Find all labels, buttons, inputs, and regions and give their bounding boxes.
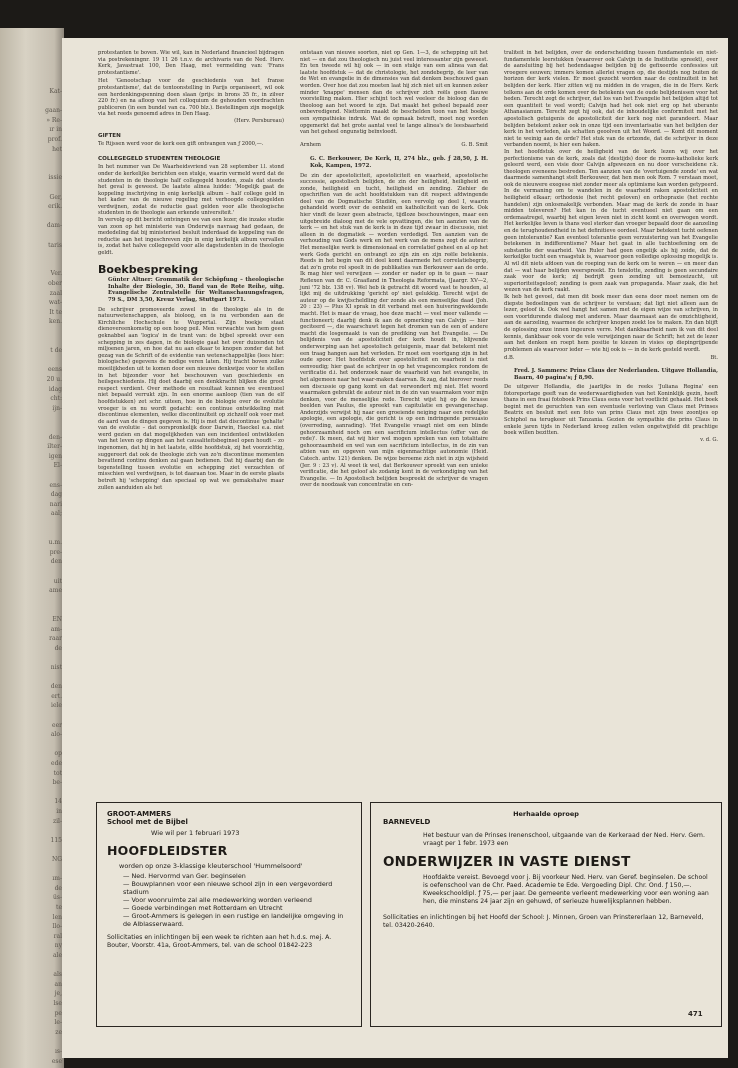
spine-text-fragment: ede: [51, 760, 62, 767]
signature-row: [300, 142, 488, 149]
spine-text-fragment: pre-: [49, 548, 62, 556]
ad-intro: Het bestuur van de Prinses Irenenschool, uitgaande van de Kerkeraad der Ned. Herv. Gem. vraagt per 1 febr. 1973 een: [423, 832, 705, 847]
spine-text-fragment: ıs-: [54, 1048, 62, 1055]
spine-text-fragment: als: [53, 971, 62, 979]
spine-text-fragment: te: [56, 904, 62, 911]
spine-text-fragment: 115: [50, 836, 62, 844]
spine-text-fragment: de: [54, 884, 62, 892]
spine-text-fragment: nari: [49, 500, 62, 508]
spine-text-fragment: le-: [54, 1019, 62, 1027]
spine-text-fragment: ens-: [49, 481, 62, 489]
ad-footer: Sollicitaties en inlichtingen bij een week te richten aan het h.d.s. mej. A. Bouter, Voorstr. 41a, Groot-Ammers, tel. van de school 01842-223: [107, 934, 332, 949]
ad-footer: Sollicitaties en inlichtingen bij het Hoofd der School: J. Minnen, Groen van Prinstererlaan 12, Barneveld, tel. 03420-2640.: [383, 914, 704, 929]
review-heading: Günter Altner: Grommatik der Schöpfung – theologische Inhalte der Biologie, 30. Band van de Rote Reihe, uitg. Evangelische Zentralstelle für Weltanschauungsfragen, 79 S., DM 3,50, Kreuz Verlag, Stuttgart 1971.: [108, 277, 284, 303]
article-text: traliteit in het belijden, over de onderscheiding tussen fundamentele en niet-fundamentele leerstukken (waarover ook Calvijn in de Institutie spreekt), over de aansluiting bij het hedendaagse belijden bij de gefixeerde confessies uit vroegere eeuwen; immers komen allerlei vragen op, die destijds nog buiten de horizon der kerk vielen. Er moet gezocht worden naar de continuïteit in het belijden der kerk. Hier zitten wij nu midden in de vragen, die in de Herv. Kerk telkens aan de orde komen over de betekenis van de oude belijdenissen voor het heden. Terecht zegt de schrijver, dat los van het Evangelie het belijden altijd tot een quantiteit te veel wordt; Calvijn had het ook niet erg op het uberante Athanasianum. Terecht zegt hij ook, dat de inhoudelijke conformiteit met het apostolisch getuigenis de apostoliciteit der kerk nog niet garandeert. Maar belijden betekent zeker ook in onze tijd een inventarisatie van het belijden der kerk in het verleden, als schatten geoolven uit het Woord. — Komt dit moment niet te weinig aan de orde? Het stuk van de ertzonde, dat de schrijver in deze verbanden noemt, is hier een haken.: [504, 50, 718, 149]
spine-text-fragment: op: [54, 750, 62, 758]
signature: Bt.: [710, 355, 718, 362]
spine-text-fragment: de: [54, 644, 62, 652]
spine-text-fragment: den: [50, 683, 62, 691]
section-heading: GIFTEN: [98, 132, 121, 139]
spine-text-fragment: den-: [48, 433, 62, 441]
spine-text-fragment: It te: [49, 308, 62, 316]
spine-text-fragment: igen: [48, 452, 62, 460]
spine-text-fragment: iele: [51, 702, 62, 710]
spine-text-fragment: het: [52, 145, 62, 153]
signature: d.B.: [504, 355, 515, 362]
spine-text-fragment: aal;: [50, 510, 62, 518]
spine-text-fragment: wat-: [48, 299, 62, 307]
spine-text-fragment: t de: [50, 347, 62, 355]
ad-org: GROOT-AMMERS: [107, 810, 172, 818]
spine-text-fragment: NG: [51, 856, 62, 863]
spine-text-fragment: cht:: [50, 395, 62, 403]
spine-text-fragment: idag: [48, 385, 62, 393]
spine-text-fragment: Kat-: [49, 88, 62, 95]
article-text: De schrijver promoveerde zowel in de theologie als in de natuurwetenschappen, als bioloog, en is nu verbonden aan de Kirchliche Hochschule te Wuppertal. Zijn boekje staat dienovereenkomstig op een hoog peil. Men verwachte van hem geen geknabbel aan 'logica' in de trant van: de bijbel spreekt over een schepping in zes dagen, in de biologie gaat het over duizenden tot miljoenen jaren, en hoe dat nu aan elkaar te knopen zonder dat het gezag van de Schrift of de evidentie van wetenschappelijke (lees hier: biologische) gegevens de nodige veren laten. Hij tracht boven zulke moeilijkheden uit te komen door een nieuwe denkwijze voor te stellen in het bijzonder voor het beschouwen van geschiedenis en heilsgeschiedenis. Hij doet daarbij een denkkracht blijken die groot respect verdient. Over methode en resultaat kunnen we eventueel niet bepaald verrukt zijn. In een enorme aanloop (tien van de elf hoofdstukken) zet schr. uiteen, hoe in de biologie over de evolutie vroeger is en nu wordt gedacht: een continue ontwikkeling met discontinue elementen, welke discontinuïteit op zichzelf ook voer met de aard van de dingen gegeven is. Hij is met dat discontinue 'gehalte' van de evolutie – dat oorspronkelijk door Darwin, Haeckel e.a. niet werd gezien en dat mogelijkheden van een incidenteel ontwikkelen van het leven op dingen aan het causaliteitsbeginsel open houdt – zo ingenomen, dat hij in het laatste, elfde hoofdstuk, zij het voorzichtig, suggereert dat ook de theologie zich van zo'n discontinue momenten bevattend continu denken zal gaan bedienen. Dat hij daarbij dan de tegenstelling tussen evolutie en schepping ziet verzachten of misschien wel verdwijnen, is tot daaraan toe. Maar in de eerste plaats betreft hij 'schepping' dan speciaal op wat we gemakshalve maar zullen aanduiden als het: [98, 306, 284, 491]
section-heading: COLLEGEGELD STUDENTEN THEOLOGIE: [98, 155, 221, 162]
column-right: [504, 50, 718, 443]
spine-text-fragment: zil-: [52, 817, 62, 825]
spine-text-fragment: El-: [53, 462, 62, 470]
spine-text-fragment: ilter-: [47, 443, 62, 451]
ad-subtitle: worden op onze 3-klassige kleuterschool 'Hummelsoord': [119, 862, 303, 870]
ad-wanted: Wie wil per 1 februari 1973: [151, 829, 240, 837]
spine-text-fragment: ze: [55, 1028, 62, 1036]
article-text: De zin der apostoliciteit, apostoliciteit en waarheid, apostolische successie, apostolisch belijden, de zin der heiligheid, heiligheid en zonde, heiligheid en tucht, heiligheid en zending. Ziehier de opschriften van de acht hoofdstukken van dit respect afdwingende deel van de Dogmatische Studiën, een vervolg op deel I, waarin gehandeld wordt over de eenheid en katholiciteit van de kerk. Ook hier vindt de lezer geen abstracte, tijdloze beschouwingen, maar een uitgebreide dialoog met de vele opvattingen, die ten aanzien van de kerk — en het stuk van de kerk is in deze tijd zwaar in discussie, niet alleen in de dogmatiek — worden verdedigd. Ten aanzien van de verhouding van Gods werk en het werk van de mens zegt de auteur: Het menselijke werk is dimensionaal en correlatief geheel en al op het werk Gods gericht en ontvangt zo zijn zin en zijn reële betekenis. Reeds in het begin van dit deel komt daarmede het correlatiebegrip, dat zo'n grote rol speelt in de publikaties van Berkouwer aan de orde. Ik mag hier wel verwijzen — zonder er nader op in te gaan — naar Reflexen van dr. C. Graafland in Theologia Reformata, (Jaargr. XV—2, juni '72 blz. 138 vv). Wel heb ik getracht dit woord vast te houden, al lijkt mij de uitdrukking 'gericht op' niet gelukkig. Terecht wijst de auteur op de kwijtscheldling der zonde als een menselijke daad (Joh. 20 : 23) — Plus XI sprak in dit verband met een huiveringwekkende macht. Het is maar de vraag, hoe deze macht — veel meer vallende — functioneert; daarbij denk ik aan de opmerking van Calvijn — hier geciteerd —, die waarschuwt tegen het dromen van de een of andere macht die losgemaakt is van de prediking van het Evangelie. — De belijdenis van de apostoliciteit der kerk houdt in, blijvende onderwerping aan het apostolisch getuigenis, maar dat betekent niet een traag hangen aan het verleden. Er moet een voortgang zijn in het oude spoor. Het hoofdstuk over apostoliciteit en waarheid is niet eenvoudig; hier gaat de schrijver in op het vragencomplex rondom de verificatie d.i. het onderzoek naar de waarheid van het evangelie, in het algemeen naar het waar-maken daarvan. Ik zag, dat hierover reeds een discussie op gang komt en dat verwondert mij niet. Het woord waarmaken gebruikt de auteur niet in de zin van waarmaken voor mijn denken, voor de menselijke rede. Terecht wijst hij op de krasse beelden van Paulus, die spreekt van capitulatie en gevangenschap. Anderzijds verwijst hij naar een groeiende neiging naar een redelijke apologie, een apologie, die gericht is op een indringende persuasio (overreding, aanrading). 'Het Evangelie vraagt niet om een blinde gehoorzaamheid noch om een sacrificium intellectus (offer van de rede)'. Ik meen, dat wij hier wel mogen spreken van een totalitaire gehoorzaamheid en wel van een sacrificium intellectus, in de zin van afzien van en opgeven van mijn eigenmachtige autonomie (Heid. Catech. antw. 121) denken. De wijze beroeme zich niet in zijn wijsheid (Jer. 9 : 23 v). Al weet ik wel, dat Berkouwer spreekt van een unieke verificatie, die het geloof als zodanig kent in de verkondiging van het Evangelie. — In Apostolisch belijden bespreekt de schrijver de vragen over de noodzaak van concentratie en cen-: [300, 172, 488, 489]
signature-row: [504, 355, 718, 362]
spine-text-fragment: ken.: [49, 318, 62, 326]
spine-text-fragment: je,: [54, 990, 62, 998]
column-middle: [300, 50, 488, 489]
spine-text-fragment: dag: [50, 491, 62, 499]
list-item: — Ned. Hervormd van Ger. beginselen: [123, 872, 351, 880]
spine-text-fragment: be-: [52, 779, 62, 787]
signature: G. B. Smit: [461, 141, 488, 148]
article-text: In het hoofdstuk over de heiligheid van de kerk lezen wij over het perfectionisme van de kerk, zoals dat (destijds) door de rooms-katholieke kerk geleerd werd, een visie door Calvijn afgewezen en nu door verscheidene r.k. theologen eveneens bestreden. Ten aanzien van de 'overtuigende zonde' en wat daarmede samenhangt stelt Berkouwer, dat hen men ook Rom. 7 verstaan moet, ook de nieuwere exegese niet zonder meer als optimisme kan worden getypeerd. In de vermaning om te wandelen in de waarheid raken apostoliciteit en heiligheid elkaar; orthodoxie (het recht geloven) en orthopraxie (het rechte handelen) zijn onlosmakelijk verbonden. Maar mag de kerk de zonde in haar midden toleveren? Het kan in de tucht eventueel niet gaan om een ordemaatregel, waarbij het eigen leven niet in zicht komt en overwogen wordt. Het kerkelijke leven is thans veel sterker dan vroeger bepaald door de aanzeling en de terughoudendheid in het definitieve oordeel. Maar betekent tucht oefenen geen intolerantie? Kan eventeel tolerantie geen verzuistering van het Evangelie betekenen in indifferentisme? Maar het gaat in alle tuchtoefening om de substantie der waarheid. Van Ruler had geen ongelijk als hij zeide, dat de kerkelijke tucht een vraagstuk is, waarvoor geen volledige oplossing mogelijk is. Al wil dit niets afdoen van de roeping van de kerk om te weren — en meer dan dat — wat haar belijden weerspreekt. En tenslotte, zending is geen secundaire zaak voor de kerk; zij bedrijft geen zending uit bemoeizucht, uit superioriteitsgeloof; zending is geen zaak van propaganda. Maar zaak, die het wezen van de kerk raakt.: [504, 148, 718, 294]
ad-org-sub: School met de Bijbel: [107, 818, 188, 826]
ad-top: Herhaalde oproep: [513, 810, 579, 818]
list-item: — Bouwplannen voor een nieuwe school zijn in een vergevorderd stadium: [123, 880, 351, 896]
spine-text-fragment: lse: [53, 1000, 62, 1007]
ad-title: HOOFDLEIDSTER: [107, 843, 228, 858]
article-text: ontstaan van nieuwe soorten, niet op Gen. 1—3, de schepping uit het niet — en dat zou theologisch nu juist veel interessanter zijn geweest. En ten tweede wil hij ook — in een stukje van een alinea van dat laatste hoofdstuk — dat de christologie, het zondebegrip, de leer van de Wet en evangelie in de dimensies van dat denken beschouwd gaan worden. Over hoe dat zou moeten laat hij zich niet uit en kunnen zeker minder 'knappe' mensen dan de schrijver zich reëls geen flauwe voorstelling maken. Hier schijnt toch wel veeleer de bioloog dan de theoloog aan het woord te zijn. Dat maakt het geheel bepaald zeer onbevredigend. Niettemin maakt de beschelden toon van het boekje een sympathieke indruk. Wat de opmaak betreft, moet nog worden opgemerkt dat het grote aantal veel te lange alinea's de leesbaarheid van het geheel ongunstig beïnvloedt.: [300, 50, 488, 136]
article-text: Ik heb het gevoel, dat men dit boek meer dan eens door moet nemen om de diepste bedoelingen van de schrijver te verstaan; dat ligt niet alleen aan de lezer, geloof ik. Ook wel hangt het samen met de eigen wijze van schrijven, in een voortdurende dialoog met anderen. Maar daarnaast aan de omzichtigheid, aan de aarzeling, waarmee de schrijver knopen zoekt los te maken. En dan blijft de oplossing onze innen ingeuren verre. Met dankbaarheid nam ik van dit deel kennis, dankbaar ook voor de vele verwijzingen naar de Schrift; het zet de lezer aan het denken en roept hem positie te kiezen in visies op diepingrijpende problemen als waarvoor ieder — wie hij ook is — in de kerk gesteld wordt.: [504, 293, 718, 353]
spine-text-fragment: ım-: [52, 875, 62, 883]
spine-text-fragment: an: [54, 980, 62, 988]
spine-text-fragment: gaan-: [45, 107, 62, 115]
spine-text-fragment: u.m.: [48, 539, 62, 547]
signature: (Herv. Persbureau): [234, 117, 284, 124]
spine-text-fragment: EN: [52, 616, 62, 623]
column-left: [98, 50, 284, 491]
signature: v. d. G.: [700, 436, 718, 443]
section-title: Boekbespreking: [98, 262, 199, 276]
review-heading: Fred. J. Sammers: Prins Claus der Nederlanden. Uitgave Hollandia, Baarn, 40 pagina's; ƒ 8,90.: [514, 367, 718, 381]
spine-text-fragment: erik.: [48, 203, 62, 211]
spine-text-fragment: ijn-: [52, 404, 62, 412]
spine-text-fragment: uit: [53, 577, 62, 585]
spine-text-fragment: pe: [54, 1009, 62, 1017]
spine-text-fragment: eens: [47, 366, 62, 374]
spine-text-fragment: alo-: [50, 731, 62, 739]
ad-body: Hoofdakte vereist. Bevoegd voor j. Bij voorkeur Ned. Herv. van Geref. beginselen. De school is oefenschool van de Chr. Paed. Academie te Ede. Vergoeding Dipl. Chr. Ond. ƒ 150,—. Kweekschooldipl. ƒ 75,— per jaar. De gemeente verleent medewerking voor een woning aan hen, die minstens 24 jaar zijn en gehuwd, of serieuze huwelijksplannen hebben.: [423, 874, 709, 905]
list-item: — Voor woonruimte zal alle medewerking worden verleend: [123, 896, 351, 904]
spine-text-fragment: ral: [53, 932, 62, 940]
article-text: In het nummer van De Waarheidsvriend van 28 september l.l. stond onder de kerkelijke berichten een stukje, waarin vermeld werd dat de studenten in de theologie half collegegeld houden, zoals dat steeds het geval is geweest. De laatste alinea luidde: 'Mogelijk gaat de koppeling inschrijving in enig kerkelijk album – half college geld in het kader van de nieuwe regeling met verhoogde collegegelden verdwijnen, zodat de reductie gaat gelden voor alle theologische studenten in de theologie aan erkende universiteit.': [98, 164, 284, 217]
spine-text-fragment: issie: [48, 174, 62, 182]
spine-text-fragment: ame: [49, 587, 62, 595]
spine-text-fragment: » Re-: [46, 116, 62, 124]
article-text: Te Rijssen werd voor de kerk een gift ontvangen van ƒ 2000,—.: [98, 141, 264, 148]
spine-text-fragment: taris: [48, 241, 62, 249]
spine-text-fragment: zaal: [49, 289, 62, 297]
ad-list: [123, 872, 351, 928]
ad-place: BARNEVELD: [383, 818, 431, 826]
article-text: protestanten te boven. Wie wil, kan in Nederland financieel bijdragen via postrekeningnr. 19 11 26 t.n.v. de archivaris van de Ned. Herv. Kerk, Javastraat 100, Den Haag, met vermelding van: 'Frans protestantisme'.: [98, 50, 284, 76]
review-heading: G. C. Berkouwer, De Kerk, II, 274 blz., geb. ƒ 28,50, J. H. Kok, Kampen, 1972.: [310, 156, 488, 169]
spine-text-fragment: ert.: [51, 692, 62, 700]
spine-text-fragment: üs-: [53, 894, 62, 902]
ad-title: ONDERWIJZER IN VASTE DIENST: [383, 854, 631, 870]
spine-text-fragment: ese: [51, 1057, 62, 1065]
spine-text-fragment: nist: [50, 664, 62, 671]
spine-text-fragment: am-: [50, 625, 62, 633]
list-item: — Groot-Ammers is gelegen in een rustige en landelijke omgeving in de Alblasserwaard.: [123, 912, 351, 928]
job-advertisement-barneveld: [370, 802, 722, 1027]
page-number: 471: [688, 1010, 703, 1018]
signature-place: Arnhem: [300, 141, 321, 148]
article-text: Het 'Genootschap voor de geschiedenis van het franse protestantisme', dat de tentoonstelling in Parijs organiseert, wil ook een herdenkingspenning doen slaan (prijs: in brons 35 fr., in zilver 220 fr.) en na afloop van het colloquium de gehouden voordrachten publiceren (in een bundel van ca. 700 blz.). Bestellingen zijn mogelijk via het reeds genoemd adres in Den Haag.: [98, 78, 284, 118]
spine-text-fragment: eer: [52, 721, 62, 729]
spine-text-fragment: llo-: [52, 923, 62, 931]
list-item: — Goede verbindingen met Rotterdam en Utrecht: [123, 904, 351, 912]
spine-text-fragment: 20 u.: [46, 376, 62, 383]
job-advertisement-groot-ammers: [96, 802, 362, 1027]
spine-text-fragment: prof.: [47, 136, 62, 143]
spine-text-fragment: ale: [52, 952, 62, 959]
spine-text-fragment: raar: [49, 635, 62, 643]
spine-text-fragment: in: [56, 808, 62, 815]
spine-text-fragment: Ver.: [50, 270, 62, 278]
spine-text-fragment: ober: [48, 280, 62, 287]
spine-text-fragment: 14: [54, 798, 62, 806]
spine-text-fragment: den: [50, 558, 62, 566]
spine-text-fragment: ır in: [49, 126, 62, 134]
article-text: De uitgever Hollandia, die jaarlijks in de reeks 'Juliana Regina' een fotoreportage geeft van de wederwaardigheden van het Koninklijk gezin, heeft thans in een fraai fotoboek Prins Claus eens voor het voetlicht gehaald. Het boek begint met de geruchten van een eventuele verloving van Claus met Prinses Beatrix en besluit met een foto van prins Claus met zijn twee zoontjes op Schiphol na terugkeer uit Tanzania. Gezien de sympathie die prins Claus in enkele jaren tijds in Nederland kreeg zullen velen ongetwijfeld dit prachtige boek willen bezitten.: [504, 384, 718, 437]
spine-text-fragment: tot: [53, 769, 62, 777]
spine-text-fragment: dam-: [46, 222, 62, 230]
article-text: In vervolg op dit bericht ontvingen we van een lezer, die inzake studie van zoon op het ministerie van Onderwijs navraag had gedaan, de mededeling dat bij ministerieel besluit inderdaad de koppeling van de reductie aan het ingeschreven zijn in enig kerkelijk album vervallen is, zodat het halve collegegeld voor alle dagstudenten in de theologie geldt.: [98, 217, 284, 257]
adjacent-page-edge: [0, 28, 64, 1068]
spine-text-fragment: Ger,: [49, 193, 62, 201]
spine-text-fragment: ny: [54, 942, 62, 950]
spine-text-fragment: len: [52, 913, 62, 921]
